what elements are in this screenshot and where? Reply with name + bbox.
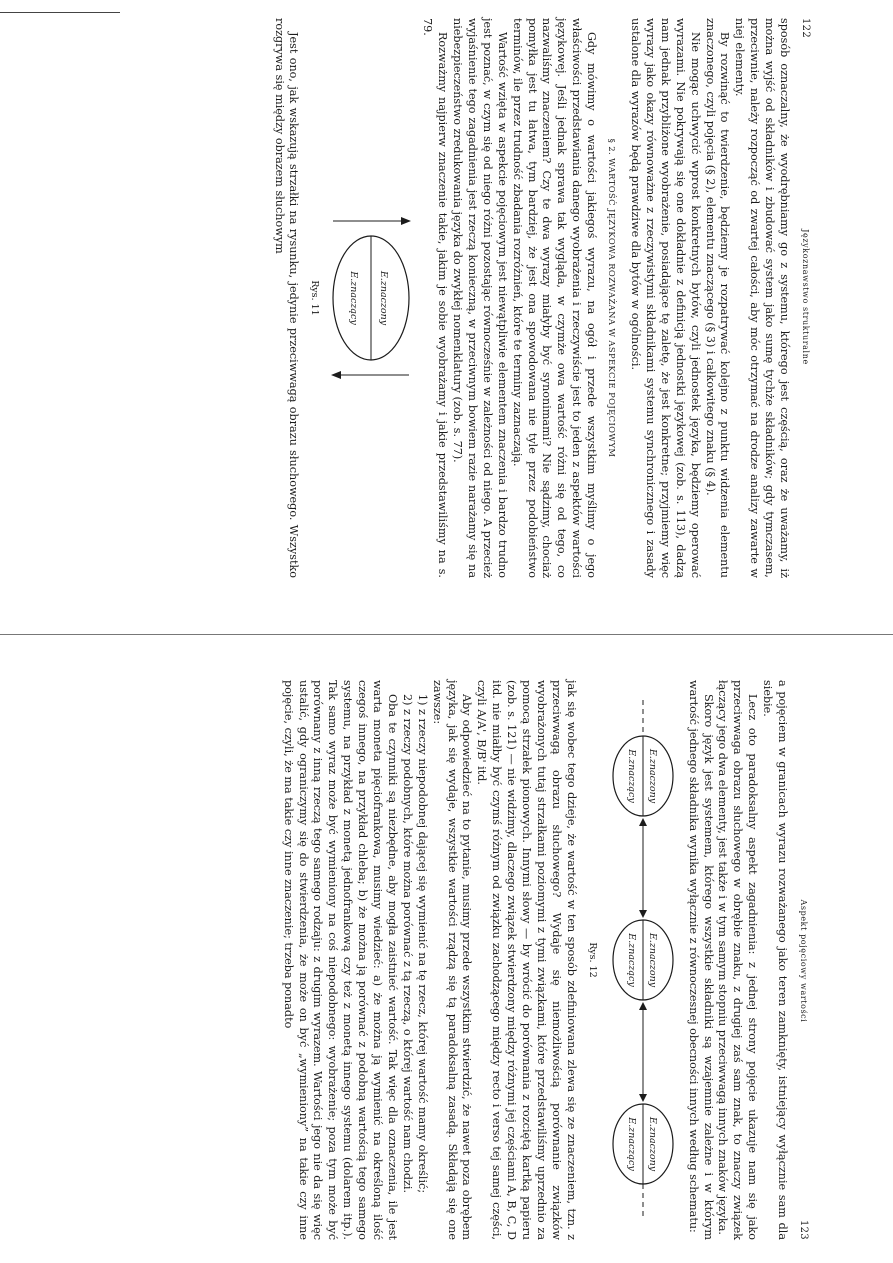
- figure-caption: Rys. 11: [309, 280, 321, 316]
- body-paragraph: Rozważmy najpierw znaczenie takie, jakim je sobie wyobrażamy i jakie przedstawiliśmy na s. 79.: [421, 18, 450, 578]
- sign-diagram-figure: [323, 203, 419, 393]
- page-number: 123: [798, 1219, 809, 1240]
- value-schema-figure: [601, 700, 685, 1220]
- body-paragraph: Nie mogąc uchwycić wprost konkretnych bytów, czyli jednostek języka, będziemy operować wyrazami. Nie pokrywają się one dokładnie z definicją jednostki językowej (zob. s. 113), dadzą nam jednak przybliżone wyobrażenie, posiadające tę zaletę, że jest konkretne; przyjmiemy więc wyrazy jako okazy równoważne z rzeczywistymi składnikami systemu synchronicznego i zasady ustalone dla wyrazów będą prawdziwe dla bytów w ogólności.: [629, 18, 702, 578]
- body-paragraph: Oba te czynniki są niezbędne, aby mogła zaistnieć wartość. Tak więc dla oznaczenia, ile jest warta moneta pięciofrankowa, musimy wiedzieć: a) że można ją wymienić na określoną ilość czegoś innego, na przykład chleba; b) że można ją porównać z podobną wartością tego samego systemu, na przykład z monetą jednofrankową czy też z monetą innego systemu (dolarem itp.). Tak samo wyraz może być wymieniony na coś niepodobnego: wyobrażenie; poza tym może być porównany z inną rzeczą tego samego rodzaju: z drugim wyrazem. Wartości jego nie da się więc ustalić, gdy ograniczymy się do stwierdzenia, że może on być „wymieniony” na takie czy inne pojęcie, czyli, że ma takie czy inne znaczenie; trzeba ponadto: [281, 680, 399, 1240]
- signifier-label: E.znaczący: [625, 749, 637, 803]
- body-paragraph: Gdy mówimy o wartości jakiegoś wyrazu, na ogół i przede wszystkim myślimy o jego właściwości przedstawiania danego wyobrażenia i rzeczywiście jest to jeden z aspektów wartości językowej. Jeśli jednak sprawa tak wygląda, w czymże owa wartość różni się od tego, co nazwaliśmy znaczeniem? Czy te dwa wyrazy miałyby być synonimami? Nie sądzimy, chociaż pomyłka jest tu łatwa, tym bardziej, że jest ona spowodowana nie tyle przez podobieństwo terminów, ile przez trudność zbadania rozróżnień, które te terminy zaznaczają.: [510, 18, 599, 578]
- signified-label: E.znaczony: [646, 748, 658, 804]
- page-number: 122: [800, 18, 811, 38]
- arrow-down-head: [331, 371, 341, 379]
- signified-label: E.znaczony: [378, 270, 390, 326]
- book-page-right: [100, 680, 810, 1240]
- book-page-left: [102, 18, 812, 578]
- body-paragraph: Lecz oto paradoksalny aspekt zagadnienia: z jednej strony pojęcie ukazuje nam się jako przeciwwaga obrazu słuchowego w obrębie znaku, z drugiej zaś sam znak, to znaczy związek łączący jego dwa elementy, jest także i w tym samym stopniu przeciwwagą innych znaków języka.: [716, 680, 760, 1240]
- scan-edge-line: [0, 12, 120, 13]
- signified-label: E.znaczony: [646, 1116, 658, 1172]
- arrow-right-head: [639, 1094, 647, 1102]
- body-paragraph: sposób oznaczalny, że wyodrębniamy go z systemu, którego jest częścią, oraz że uważamy, iż można wyjść od składników i zbudować system jako sumę tychże składników; gdy tymczasem, przeciwnie, należy rozpocząć od zwartej całości, aby móc otrzymać na drodze analizy zawarte w niej elementy.: [733, 18, 792, 578]
- body-paragraph: Jest ono, jak wskazują strzałki na rysunku, jedynie przeciwwagą obrazu słuchowego. Wszystko rozgrywa się między obrazem słuchowym: [272, 18, 301, 578]
- body-paragraph: By rozwinąć to twierdzenie, będziemy je rozpatrywać kolejno z punktu widzenia elementu znaczonego, czyli pojęcia (§ 2), elementu znaczącego (§ 3) i całkowitego znaku (§ 4).: [703, 18, 732, 578]
- arrow-up-head: [401, 217, 411, 225]
- signifier-label: E.znaczący: [348, 271, 360, 325]
- section-heading: § 2. WARTOŚĆ JĘZYKOWA ROZWAŻANA W ASPEKCIE POJĘCIOWYM: [607, 138, 618, 458]
- page-fold-line: [0, 634, 893, 635]
- arrow-right-head: [639, 910, 647, 918]
- signifier-label: E.znaczący: [625, 1117, 637, 1171]
- running-head-title: Aspekt pojęciowy wartości: [799, 899, 808, 1023]
- body-paragraph: Wartość wzięta w aspekcie pojęciowym jest niewątpliwie elementem znaczenia i bardzo trudno jest poznać, w czym się od niego różni pozostając równocześnie w zależności od niego. A przecież wyjaśnienie tego zagadnienia jest rzeczą konieczną, w przeciwnym bowiem razie narażamy się na niebezpieczeństwo zredukowania języka do zwykłej nomenklatury (zob. s. 77).: [451, 18, 509, 578]
- running-header: [795, 680, 810, 1240]
- figure-caption: Rys. 12: [586, 942, 598, 978]
- arrow-left-head: [639, 818, 647, 826]
- running-header: [797, 18, 812, 578]
- arrow-left-head: [639, 1002, 647, 1010]
- running-head-title: Językoznawstwo strukturalne: [801, 229, 810, 365]
- body-paragraph: Aby odpowiedzieć na to pytanie, musimy przede wszystkim stwierdzić, że nawet poza obrębem języka, jak się wydaje, wszystkie wartości rządzą się tą paradoksalną zasadą. Składają się one zawsze:: [430, 680, 474, 1240]
- signifier-label: E.znaczący: [625, 933, 637, 987]
- list-item: 1) z rzeczy niepodobnej dającej się wymienić na tę rzecz, której wartość mamy określić;: [415, 694, 429, 1194]
- body-paragraph: jak się wobec tego dzieje, że wartość w ten sposób zdefiniowana zlewa się ze znaczeniem, tzn. z przeciwwagą obrazu słuchowego? Wydaje się niemożliwością porównanie związków wyobrażonych tutaj strzałkami poziomymi z tymi związkami, które przedstawiliśmy uprzednio za pomocą strzałek pionowych. Innymi słowy — by wrócić do porównania z rozciętą kartką papieru (zob. s. 121) — nie widzimy, dlaczego związek stwierdzony między różnymi jej częściami A, B, C, D itd. nie miałby być czymś różnym od związku zachodzącego między recto i verso tej samej części, czyli A/A', B/B' itd.: [475, 680, 578, 1240]
- list-item: 2) z rzeczy podobnych, które można porównać z tą rzeczą, o której wartość nam chodzi.: [400, 694, 414, 1194]
- signified-label: E.znaczony: [646, 932, 658, 988]
- body-paragraph: a pojęciem w granicach wyrazu rozważanego jako teren zamknięty, istniejący wyłącznie sam dla siebie.: [761, 680, 790, 1240]
- body-paragraph: Skoro język jest systemem, którego wszystkie składniki są wzajemnie zależne i w którym wartość jednego składnika wynika wyłącznie z równoczesnej obecności innych według schematu:: [686, 680, 715, 1240]
